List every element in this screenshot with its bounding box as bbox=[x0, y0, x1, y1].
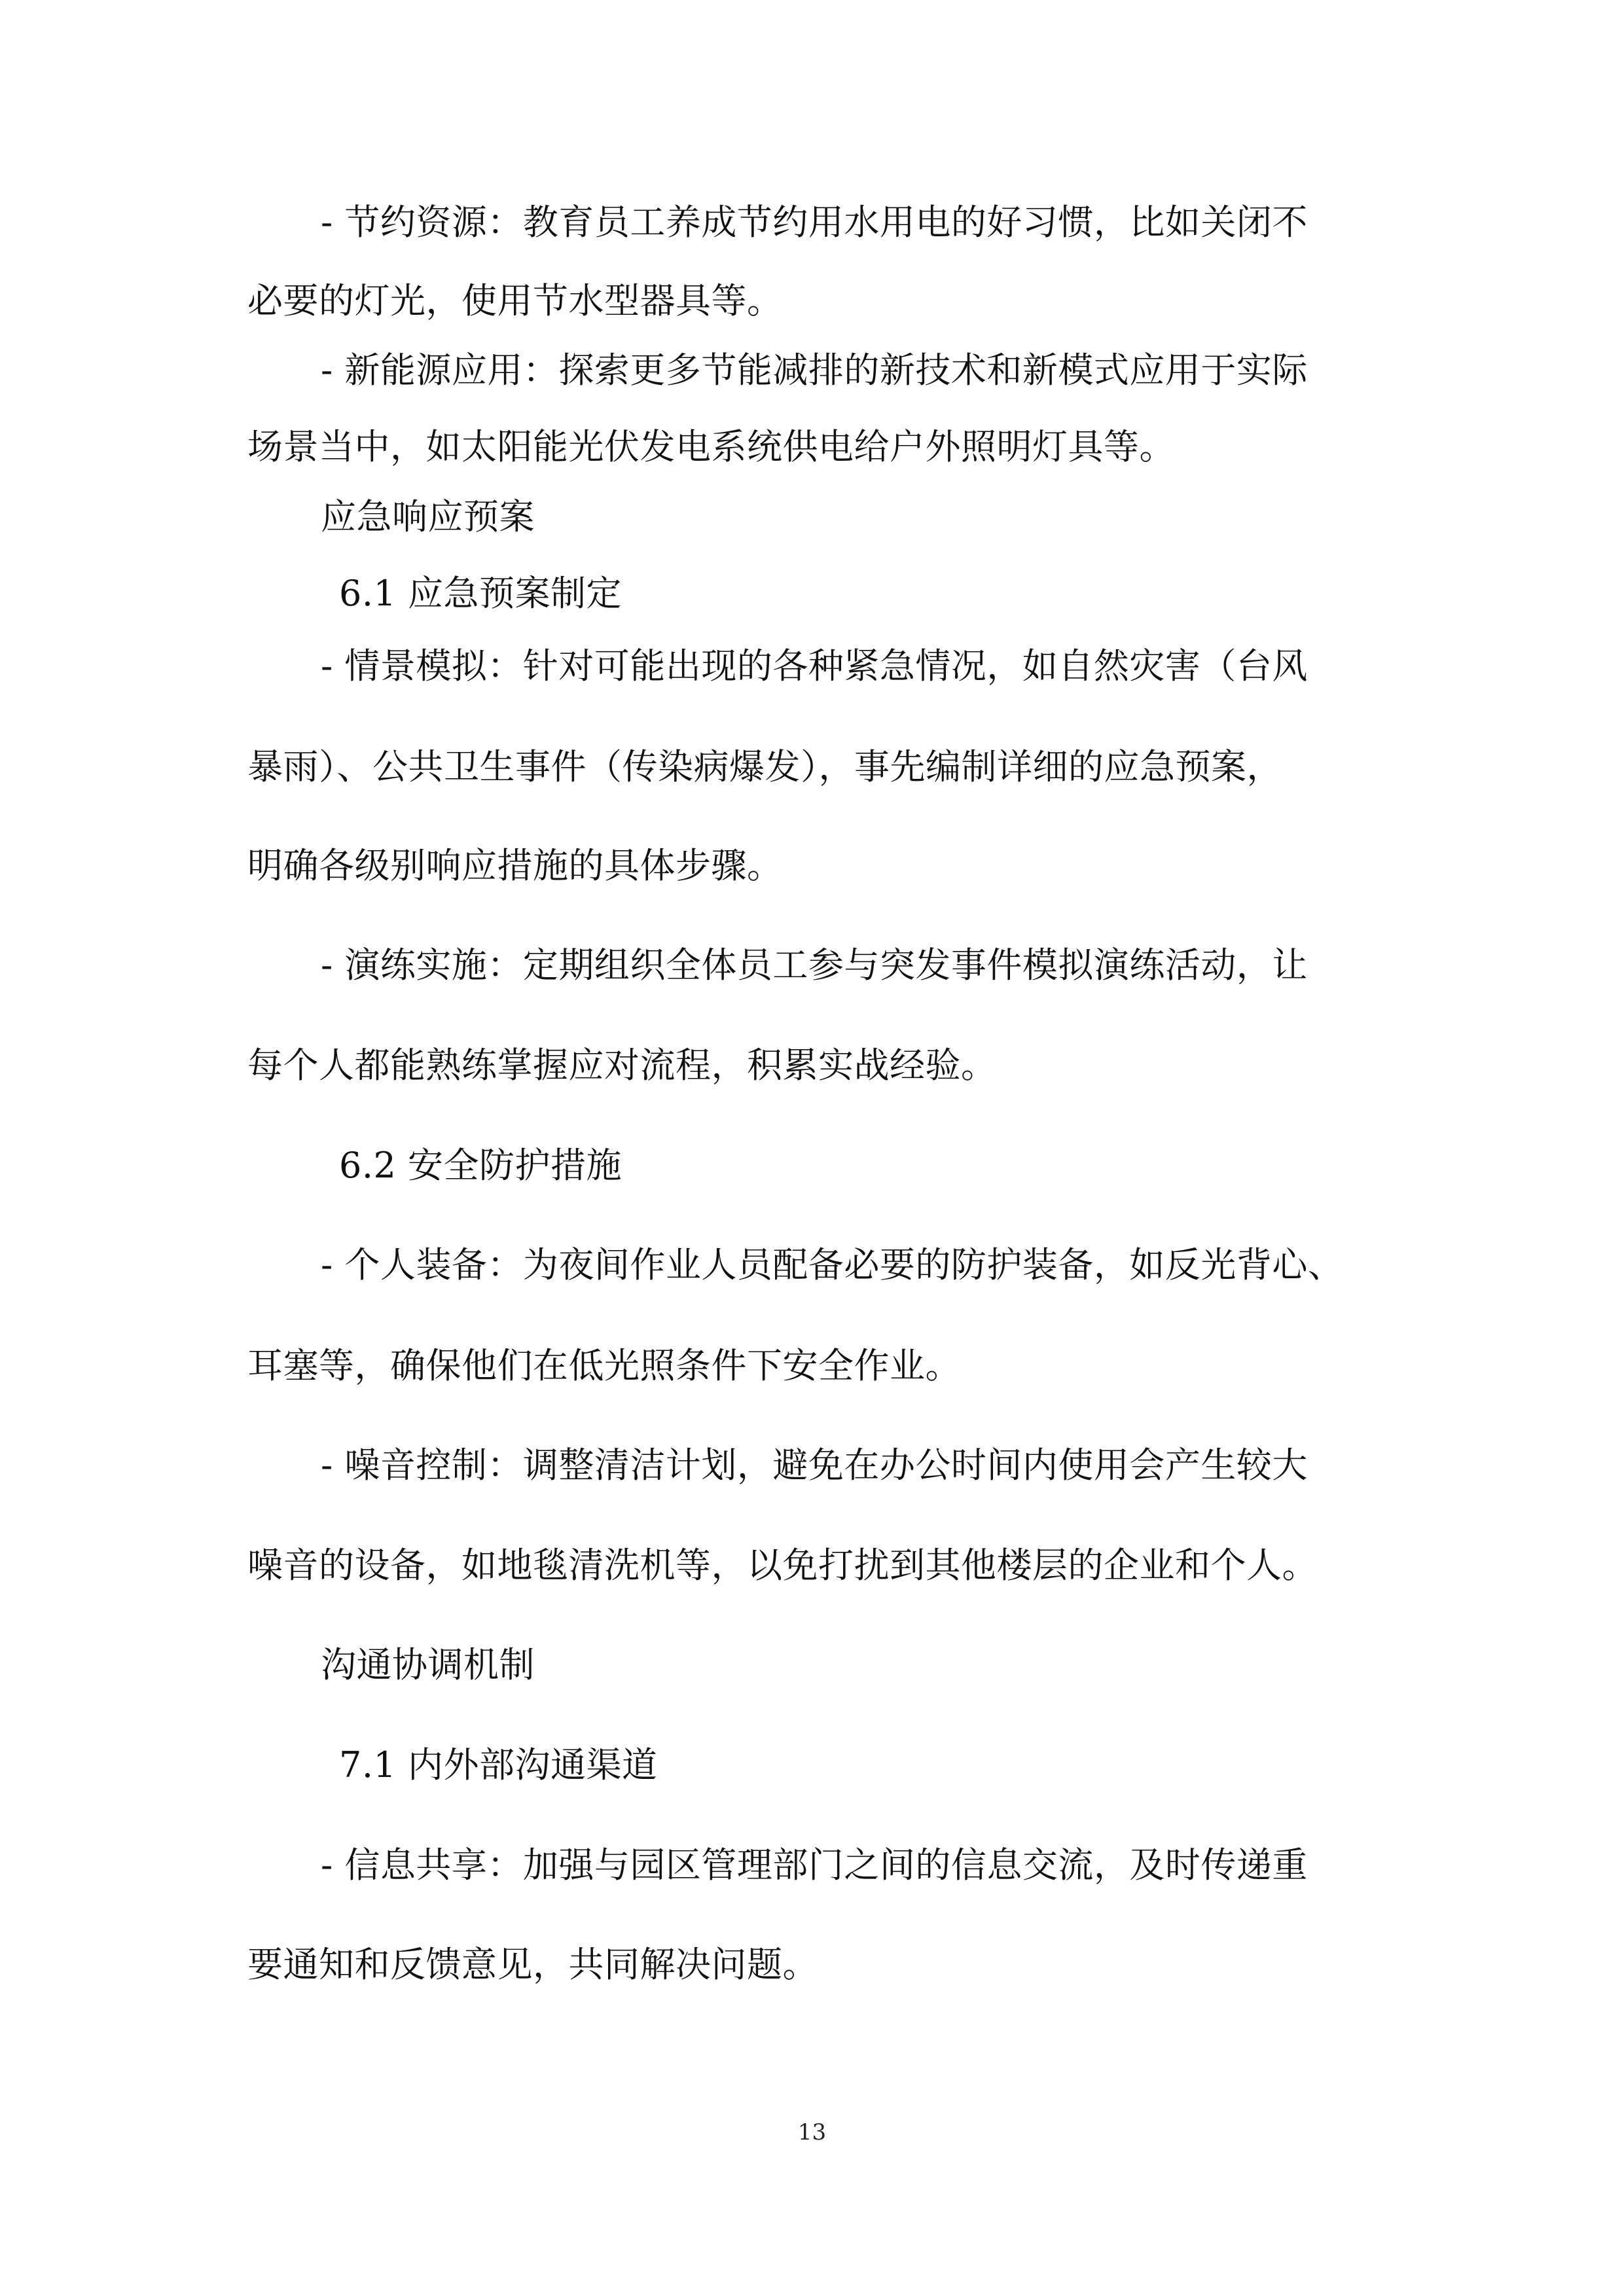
bullet-scenario-line2: 暴雨）、公共卫生事件（传染病爆发），事先编制详细的应急预案， bbox=[247, 746, 1282, 787]
bullet-save-resources-line1: - 节约资源：教育员工养成节约用水用电的好习惯，比如关闭不 bbox=[321, 202, 1308, 243]
bullet-scenario-line1: - 情景模拟：针对可能出现的各种紧急情况，如自然灾害（台风 bbox=[321, 645, 1308, 687]
bullet-noise-line1: - 噪音控制：调整清洁计划，避免在办公时间内使用会产生较大 bbox=[321, 1444, 1308, 1486]
bullet-new-energy-line1: - 新能源应用：探索更多节能减排的新技术和新模式应用于实际 bbox=[321, 350, 1308, 391]
bullet-equipment-line2: 耳塞等，确保他们在低光照条件下安全作业。 bbox=[247, 1345, 961, 1386]
bullet-info-sharing-line1: - 信息共享：加强与园区管理部门之间的信息交流，及时传递重 bbox=[321, 1844, 1308, 1886]
section-heading-emergency: 应急响应预案 bbox=[321, 496, 535, 537]
bullet-new-energy-line2: 场景当中，如太阳能光伏发电系统供电给户外照明灯具等。 bbox=[247, 426, 1175, 467]
bullet-noise-line2: 噪音的设备，如地毯清洗机等，以免打扰到其他楼层的企业和个人。 bbox=[247, 1545, 1318, 1586]
bullet-drill-line2: 每个人都能熟练掌握应对流程，积累实战经验。 bbox=[247, 1045, 997, 1086]
bullet-info-sharing-line2: 要通知和反馈意见，共同解决问题。 bbox=[247, 1944, 818, 1985]
bullet-scenario-line3: 明确各级别响应措施的具体步骤。 bbox=[247, 845, 783, 886]
bullet-drill-line1: - 演练实施：定期组织全体员工参与突发事件模拟演练活动，让 bbox=[321, 944, 1308, 986]
subsection-heading-7-1: 7.1 内外部沟通渠道 bbox=[339, 1744, 658, 1785]
bullet-equipment-line1: - 个人装备：为夜间作业人员配备必要的防护装备，如反光背心、 bbox=[321, 1244, 1344, 1285]
bullet-save-resources-line2: 必要的灯光，使用节水型器具等。 bbox=[247, 280, 783, 321]
subsection-heading-6-2: 6.2 安全防护措施 bbox=[339, 1145, 623, 1186]
section-heading-communication: 沟通协调机制 bbox=[321, 1644, 535, 1685]
subsection-heading-6-1: 6.1 应急预案制定 bbox=[339, 573, 623, 614]
page-number: 13 bbox=[797, 2119, 827, 2145]
